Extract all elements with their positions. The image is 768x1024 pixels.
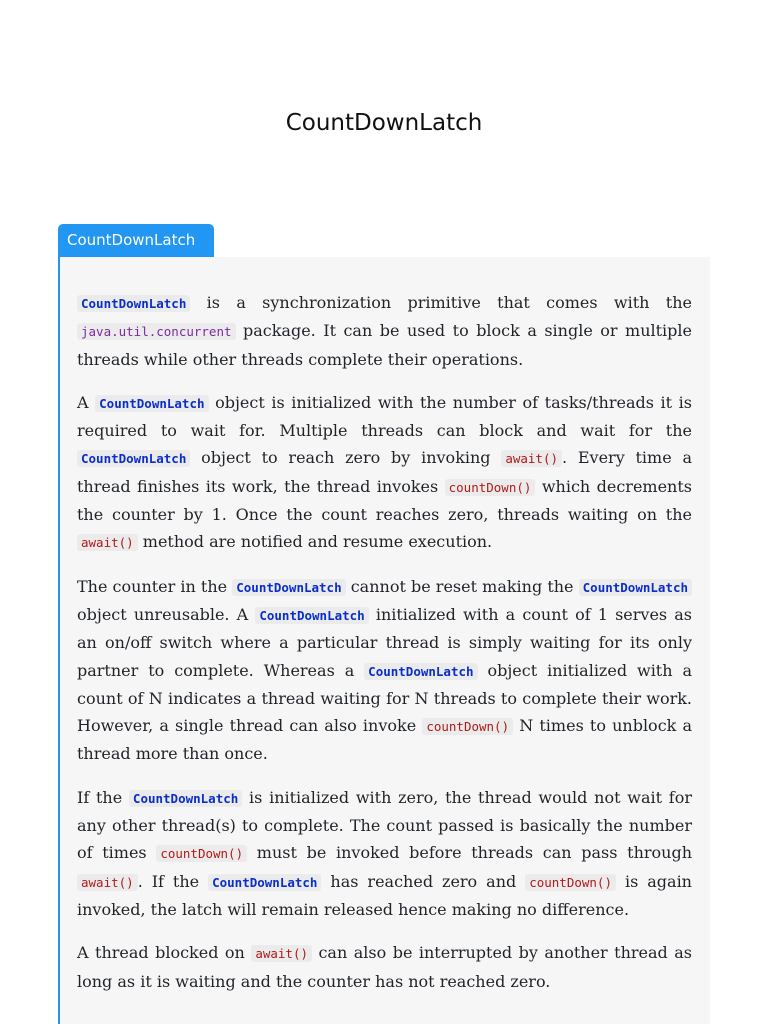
paragraph-text: object unreusable. A — [77, 604, 256, 624]
inline-code-method: await() — [251, 945, 312, 962]
inline-code-class: CountDownLatch — [255, 607, 368, 624]
paragraph-text: cannot be reset making the — [345, 576, 579, 596]
inline-code-class: CountDownLatch — [579, 579, 692, 596]
inline-code-class: CountDownLatch — [77, 295, 190, 312]
paragraph-text: . Every time a thread finishes its work, the thread invokes — [77, 448, 692, 496]
paragraph-text: A — [77, 392, 96, 412]
paragraph-text: object is initialized with the number of tasks/threads it is required to wait for. Multiple threads can block and wait for the — [77, 392, 692, 441]
paragraph-text: is initialized with zero, the thread would not wait for any other thread(s) to complete. The count passed is basically the number of times — [77, 787, 692, 863]
paragraph-text: which decrements the counter by 1. Once the count reaches zero, threads waiting on the — [77, 476, 693, 525]
inline-code-class: CountDownLatch — [232, 579, 345, 596]
paragraph-text: N times to unblock a thread more than once. — [77, 716, 693, 764]
paragraph-text: method are notified and resume execution. — [137, 532, 493, 552]
inline-code-class: CountDownLatch — [129, 790, 242, 807]
paragraph-text: initialized with a count of 1 serves as an on/off switch where a particular thread is simply waiting for its only partner to complete. Whereas a — [77, 604, 693, 680]
inline-code-method: await() — [77, 534, 138, 551]
paragraph-text: must be invoked before threads can pass through — [247, 843, 693, 863]
paragraph-text: If the — [77, 787, 129, 807]
inline-code-method: countDown() — [445, 479, 536, 496]
paragraph-text: object initialized with a count of N indicates a thread waiting for N threads to complete their work. However, a single thread can also invoke — [77, 660, 693, 736]
paragraph-5 — [77, 939, 692, 995]
paragraph-text: package. It can be used to block a single or multiple threads while other threads complete their operations. — [77, 321, 692, 369]
paragraph-2 — [77, 389, 692, 557]
paragraph-text: is again invoked, the latch will remain released hence making no difference. — [77, 871, 692, 919]
section-tab-label: CountDownLatch — [58, 224, 214, 257]
inline-code-method: await() — [77, 874, 138, 891]
inline-code-class: CountDownLatch — [208, 874, 321, 891]
content-panel — [58, 257, 710, 1024]
inline-code-package: java.util.concurrent — [77, 323, 236, 340]
paragraph-text: The counter in the — [77, 576, 233, 596]
paragraph-text: has reached zero and — [321, 871, 526, 891]
inline-code-method: await() — [501, 450, 562, 467]
inline-code-class: CountDownLatch — [95, 395, 208, 412]
paragraph-text: object to reach zero by invoking — [190, 448, 502, 468]
inline-code-method: countDown() — [422, 718, 513, 735]
inline-code-method: countDown() — [525, 874, 616, 891]
paragraph-text: is a synchronization primitive that comes with the — [190, 293, 692, 312]
paragraph-3 — [77, 573, 692, 768]
paragraph-text: . If the — [137, 871, 209, 891]
inline-code-class: CountDownLatch — [364, 663, 477, 680]
inline-code-method: countDown() — [156, 845, 247, 862]
inline-code-class: CountDownLatch — [77, 450, 190, 467]
paragraph-text: A thread blocked on — [77, 943, 252, 963]
paragraph-1 — [77, 289, 692, 373]
paragraph-4 — [77, 784, 692, 923]
page-title: CountDownLatch — [285, 110, 483, 136]
paragraph-text: can also be interrupted by another thread as long as it is waiting and the counter has not reached zero. — [77, 943, 693, 991]
